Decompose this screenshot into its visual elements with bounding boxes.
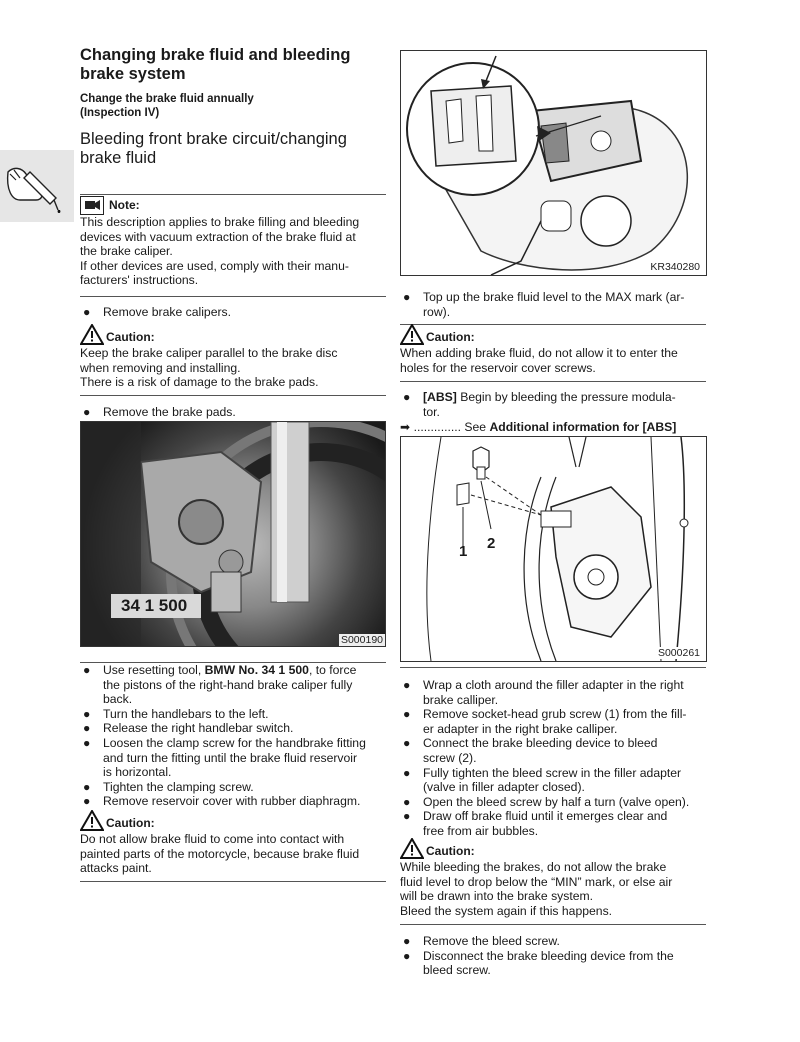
note-block (80, 196, 386, 288)
step-remove-calipers: ● Remove brake calipers. (80, 305, 386, 320)
bullet-icon: ● (403, 290, 411, 304)
caution-line: holes for the reservoir cover screws. (400, 360, 596, 375)
list-item: ● Remove socket-head grub screw (1) from the fill- er adapter in the right brake calliper. (403, 707, 687, 736)
caution-block-4 (400, 838, 706, 918)
caution-block-3 (400, 324, 706, 375)
note-label: Note: (109, 198, 140, 213)
caution-label: Caution: (106, 330, 155, 345)
page-title: Changing brake fluid and bleeding brake system (80, 46, 351, 83)
side-tab-brake-fluid-icon (0, 150, 74, 222)
list-item: ● Open the bleed screw by half a turn (valve open). (403, 794, 690, 809)
note-line: This description applies to brake filling and bleeding (80, 215, 360, 229)
list-item: ● Wrap a cloth around the filler adapter in the right brake calliper. (403, 678, 684, 707)
bullet-icon: ● (83, 405, 91, 419)
caution-label: Caution: (426, 330, 475, 345)
section-heading: Bleeding front brake circuit/changing brake fluid (80, 130, 347, 167)
step-abs: ● [ABS] Begin by bleeding the pressure modula- tor. (400, 390, 706, 419)
divider (400, 667, 706, 668)
see-reference: ➡ .............. See Additional information for [ABS] (400, 420, 677, 434)
list-item: ● Fully tighten the bleed screw in the filler adapter (valve in filler adapter closed). (403, 765, 682, 795)
caution-line: Bleed the system again if this happens. (400, 903, 613, 918)
caution-label: Caution: (426, 844, 475, 859)
figure-code: S000261 (657, 647, 700, 659)
caution-line: Keep the brake caliper parallel to the brake disc (80, 346, 338, 360)
caution-line: When adding brake fluid, do not allow it to enter the (400, 346, 678, 360)
caution-line: will be drawn into the brake system. (400, 889, 594, 904)
left-column (80, 46, 386, 168)
brake-caliper-photo (80, 421, 386, 647)
figure-code: S000190 (340, 634, 383, 646)
caution-line: painted parts of the motorcycle, because brake fluid (80, 846, 360, 861)
list-item: ● Remove the bleed screw. (403, 934, 560, 948)
divider (80, 194, 386, 195)
step-topup: ● Top up the brake fluid level to the MAX mark (ar- row). (400, 290, 706, 319)
caution-block-1 (80, 324, 386, 390)
note-icon (80, 196, 104, 215)
callout-label-2: 2 (487, 535, 496, 552)
warning-icon (80, 810, 104, 831)
divider (400, 381, 706, 382)
warning-icon (400, 838, 424, 859)
caution-line: attacks paint. (80, 861, 152, 876)
caution-line: There is a risk of damage to the brake pads. (80, 375, 319, 390)
tool-number-label: 34 1 500 (111, 594, 201, 618)
divider (80, 296, 386, 297)
filler-adapter-illustration (400, 436, 707, 662)
list-item: ● Use resetting tool, BMW No. 34 1 500, to force the pistons of the right-hand brake caliper fully back. (83, 663, 357, 707)
step-list-right (400, 678, 706, 839)
page-subtitle: Change the brake fluid annually (Inspection IV) (80, 93, 254, 119)
note-line: devices with vacuum extraction of the brake fluid at (80, 229, 356, 244)
divider (400, 924, 706, 925)
divider (80, 395, 386, 396)
bullet-icon: ● (83, 305, 91, 319)
warning-icon (400, 324, 424, 345)
note-line: facturers' instructions. (80, 273, 199, 288)
list-item: ● Disconnect the brake bleeding device from the bleed screw. (403, 948, 674, 978)
divider (80, 881, 386, 882)
caution-block-2 (80, 810, 386, 876)
arrow-right-icon: ➡ (400, 420, 411, 434)
list-item: ● Release the right handlebar switch. (83, 721, 294, 736)
caution-line: fluid level to drop below the “MIN” mark, or else air (400, 874, 673, 889)
callout-label-1: 1 (459, 543, 468, 560)
list-item: ● Draw off brake fluid until it emerges clear and free from air bubbles. (403, 809, 668, 838)
caution-line: Do not allow brake fluid to come into contact with (80, 832, 345, 846)
list-item: ● Tighten the clamping screw. (83, 779, 254, 794)
figure-code: KR340280 (650, 261, 700, 273)
reservoir-illustration (400, 50, 707, 276)
step-remove-pads: ● Remove the brake pads. (80, 405, 386, 420)
list-item: ● Remove reservoir cover with rubber diaphragm. (83, 794, 361, 809)
caution-line: While bleeding the brakes, do not allow the brake (400, 860, 667, 874)
caution-line: when removing and installing. (80, 360, 241, 375)
final-step-list (400, 934, 706, 978)
reference-link[interactable]: Additional information for [ABS] (489, 420, 677, 434)
list-item: ● Connect the brake bleeding device to bleed screw (2). (403, 736, 658, 765)
bullet-icon: ● (403, 390, 411, 404)
caution-label: Caution: (106, 816, 155, 831)
list-item: ● Loosen the clamp screw for the handbrake fitting and turn the fitting until the brake fluid reservoir is horizontal. (83, 735, 366, 780)
step-list-left (80, 663, 386, 809)
note-line: If other devices are used, comply with their manu- (80, 258, 349, 273)
list-item: ● Turn the handlebars to the left. (83, 706, 269, 721)
note-line: the brake caliper. (80, 244, 173, 259)
warning-icon (80, 324, 104, 345)
